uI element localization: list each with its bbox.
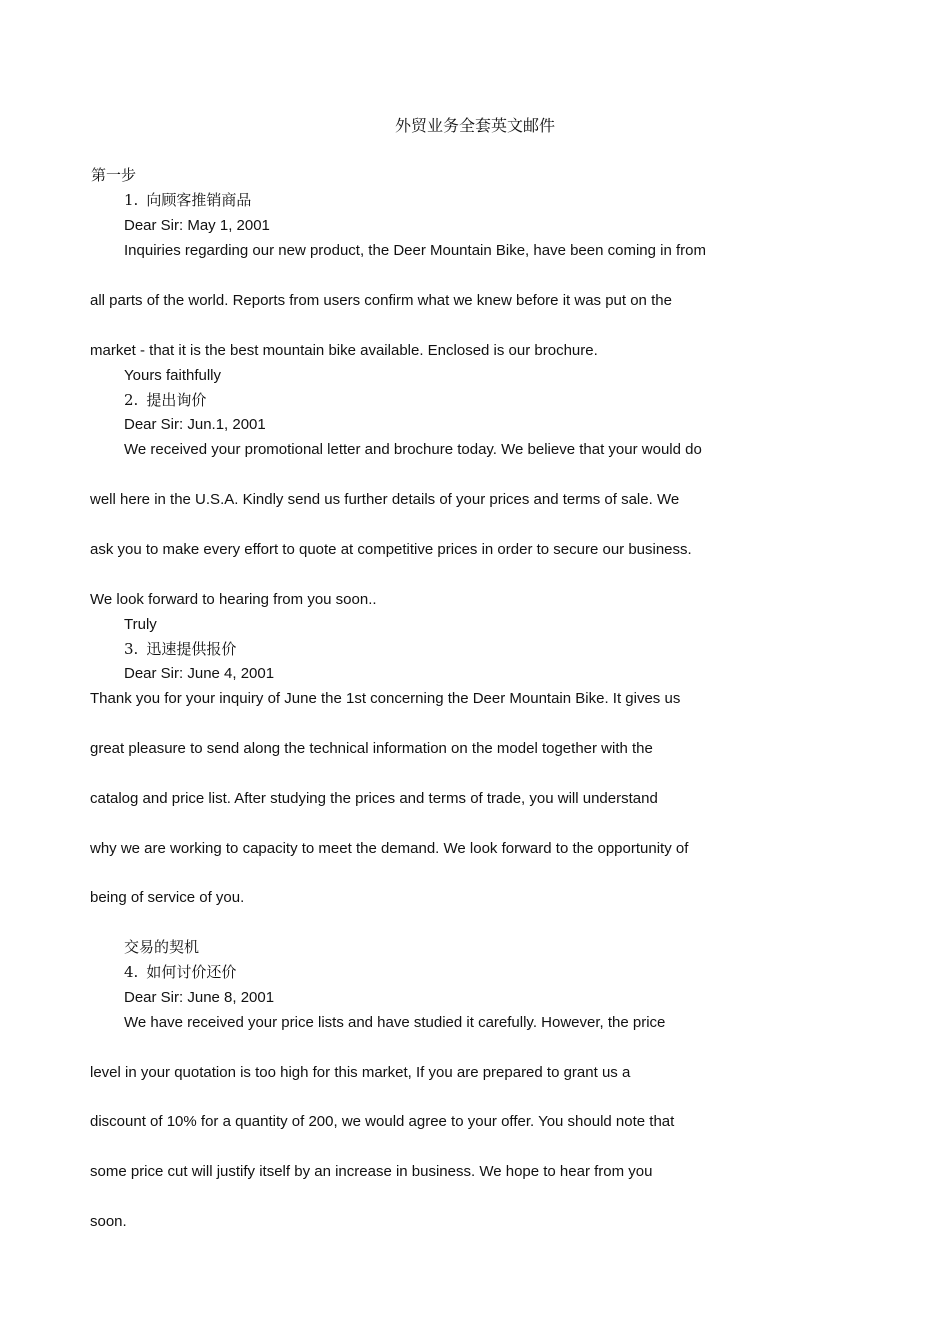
item-4-body-line: level in your quotation is too high for this market, If you are prepared to grant us a xyxy=(90,1064,631,1081)
item-1-heading xyxy=(124,190,251,210)
item-4-number: 4. xyxy=(124,963,139,981)
item-2-body-line: well here in the U.S.A. Kindly send us further details of your prices and terms of sale. We xyxy=(90,491,680,508)
item-2-number: 2. xyxy=(124,391,139,409)
item-4-heading-text: 如何讨价还价 xyxy=(146,963,237,981)
item-2-heading-text: 提出询价 xyxy=(146,391,207,409)
step-label: 第一步 xyxy=(91,166,137,184)
item-1-closing: Yours faithfully xyxy=(124,367,222,384)
item-4-body-line: soon. xyxy=(90,1213,127,1230)
item-3-body-line: catalog and price list. After studying the prices and terms of trade, you will understand xyxy=(90,790,658,807)
item-2-closing: Truly xyxy=(124,616,157,633)
item-2-body-line: ask you to make every effort to quote at competitive prices in order to secure our business. xyxy=(90,541,692,558)
document-title: 外贸业务全套英文邮件 xyxy=(394,116,555,135)
item-3-heading-text: 迅速提供报价 xyxy=(146,640,237,658)
item-3-body-line: why we are working to capacity to meet the demand. We look forward to the opportunity of xyxy=(90,840,689,857)
item-2-salutation: Dear Sir: Jun.1, 2001 xyxy=(124,416,266,433)
item-4-body-line: some price cut will justify itself by an increase in business. We hope to hear from you xyxy=(90,1163,653,1180)
item-1-salutation: Dear Sir: May 1, 2001 xyxy=(124,217,270,234)
section-2-label: 交易的契机 xyxy=(124,938,200,956)
item-3-body-line: Thank you for your inquiry of June the 1st concerning the Deer Mountain Bike. It gives us xyxy=(90,690,681,707)
item-3-salutation: Dear Sir: June 4, 2001 xyxy=(124,665,275,682)
item-4-salutation: Dear Sir: June 8, 2001 xyxy=(124,989,275,1006)
item-3-body-line: being of service of you. xyxy=(90,889,245,906)
item-2-body-line: We received your promotional letter and brochure today. We believe that your would do xyxy=(124,441,702,458)
item-4-heading xyxy=(124,962,236,982)
item-1-heading-text: 向顾客推销商品 xyxy=(146,191,252,209)
item-1-body-line: all parts of the world. Reports from users confirm what we knew before it was put on the xyxy=(90,292,672,309)
item-1-body-line: market - that it is the best mountain bike available. Enclosed is our brochure. xyxy=(90,342,598,359)
item-2-heading xyxy=(124,390,206,410)
item-1-body-line: Inquiries regarding our new product, the Deer Mountain Bike, have been coming in from xyxy=(124,242,706,259)
item-4-body-line: We have received your price lists and have studied it carefully. However, the price xyxy=(124,1014,666,1031)
item-1-number: 1. xyxy=(124,191,139,209)
item-3-number: 3. xyxy=(124,640,139,658)
item-4-body-line: discount of 10% for a quantity of 200, we would agree to your offer. You should note that xyxy=(90,1113,675,1130)
item-2-body-line: We look forward to hearing from you soon.. xyxy=(90,591,377,608)
item-3-heading xyxy=(124,639,236,659)
item-3-body-line: great pleasure to send along the technical information on the model together with the xyxy=(90,740,653,757)
